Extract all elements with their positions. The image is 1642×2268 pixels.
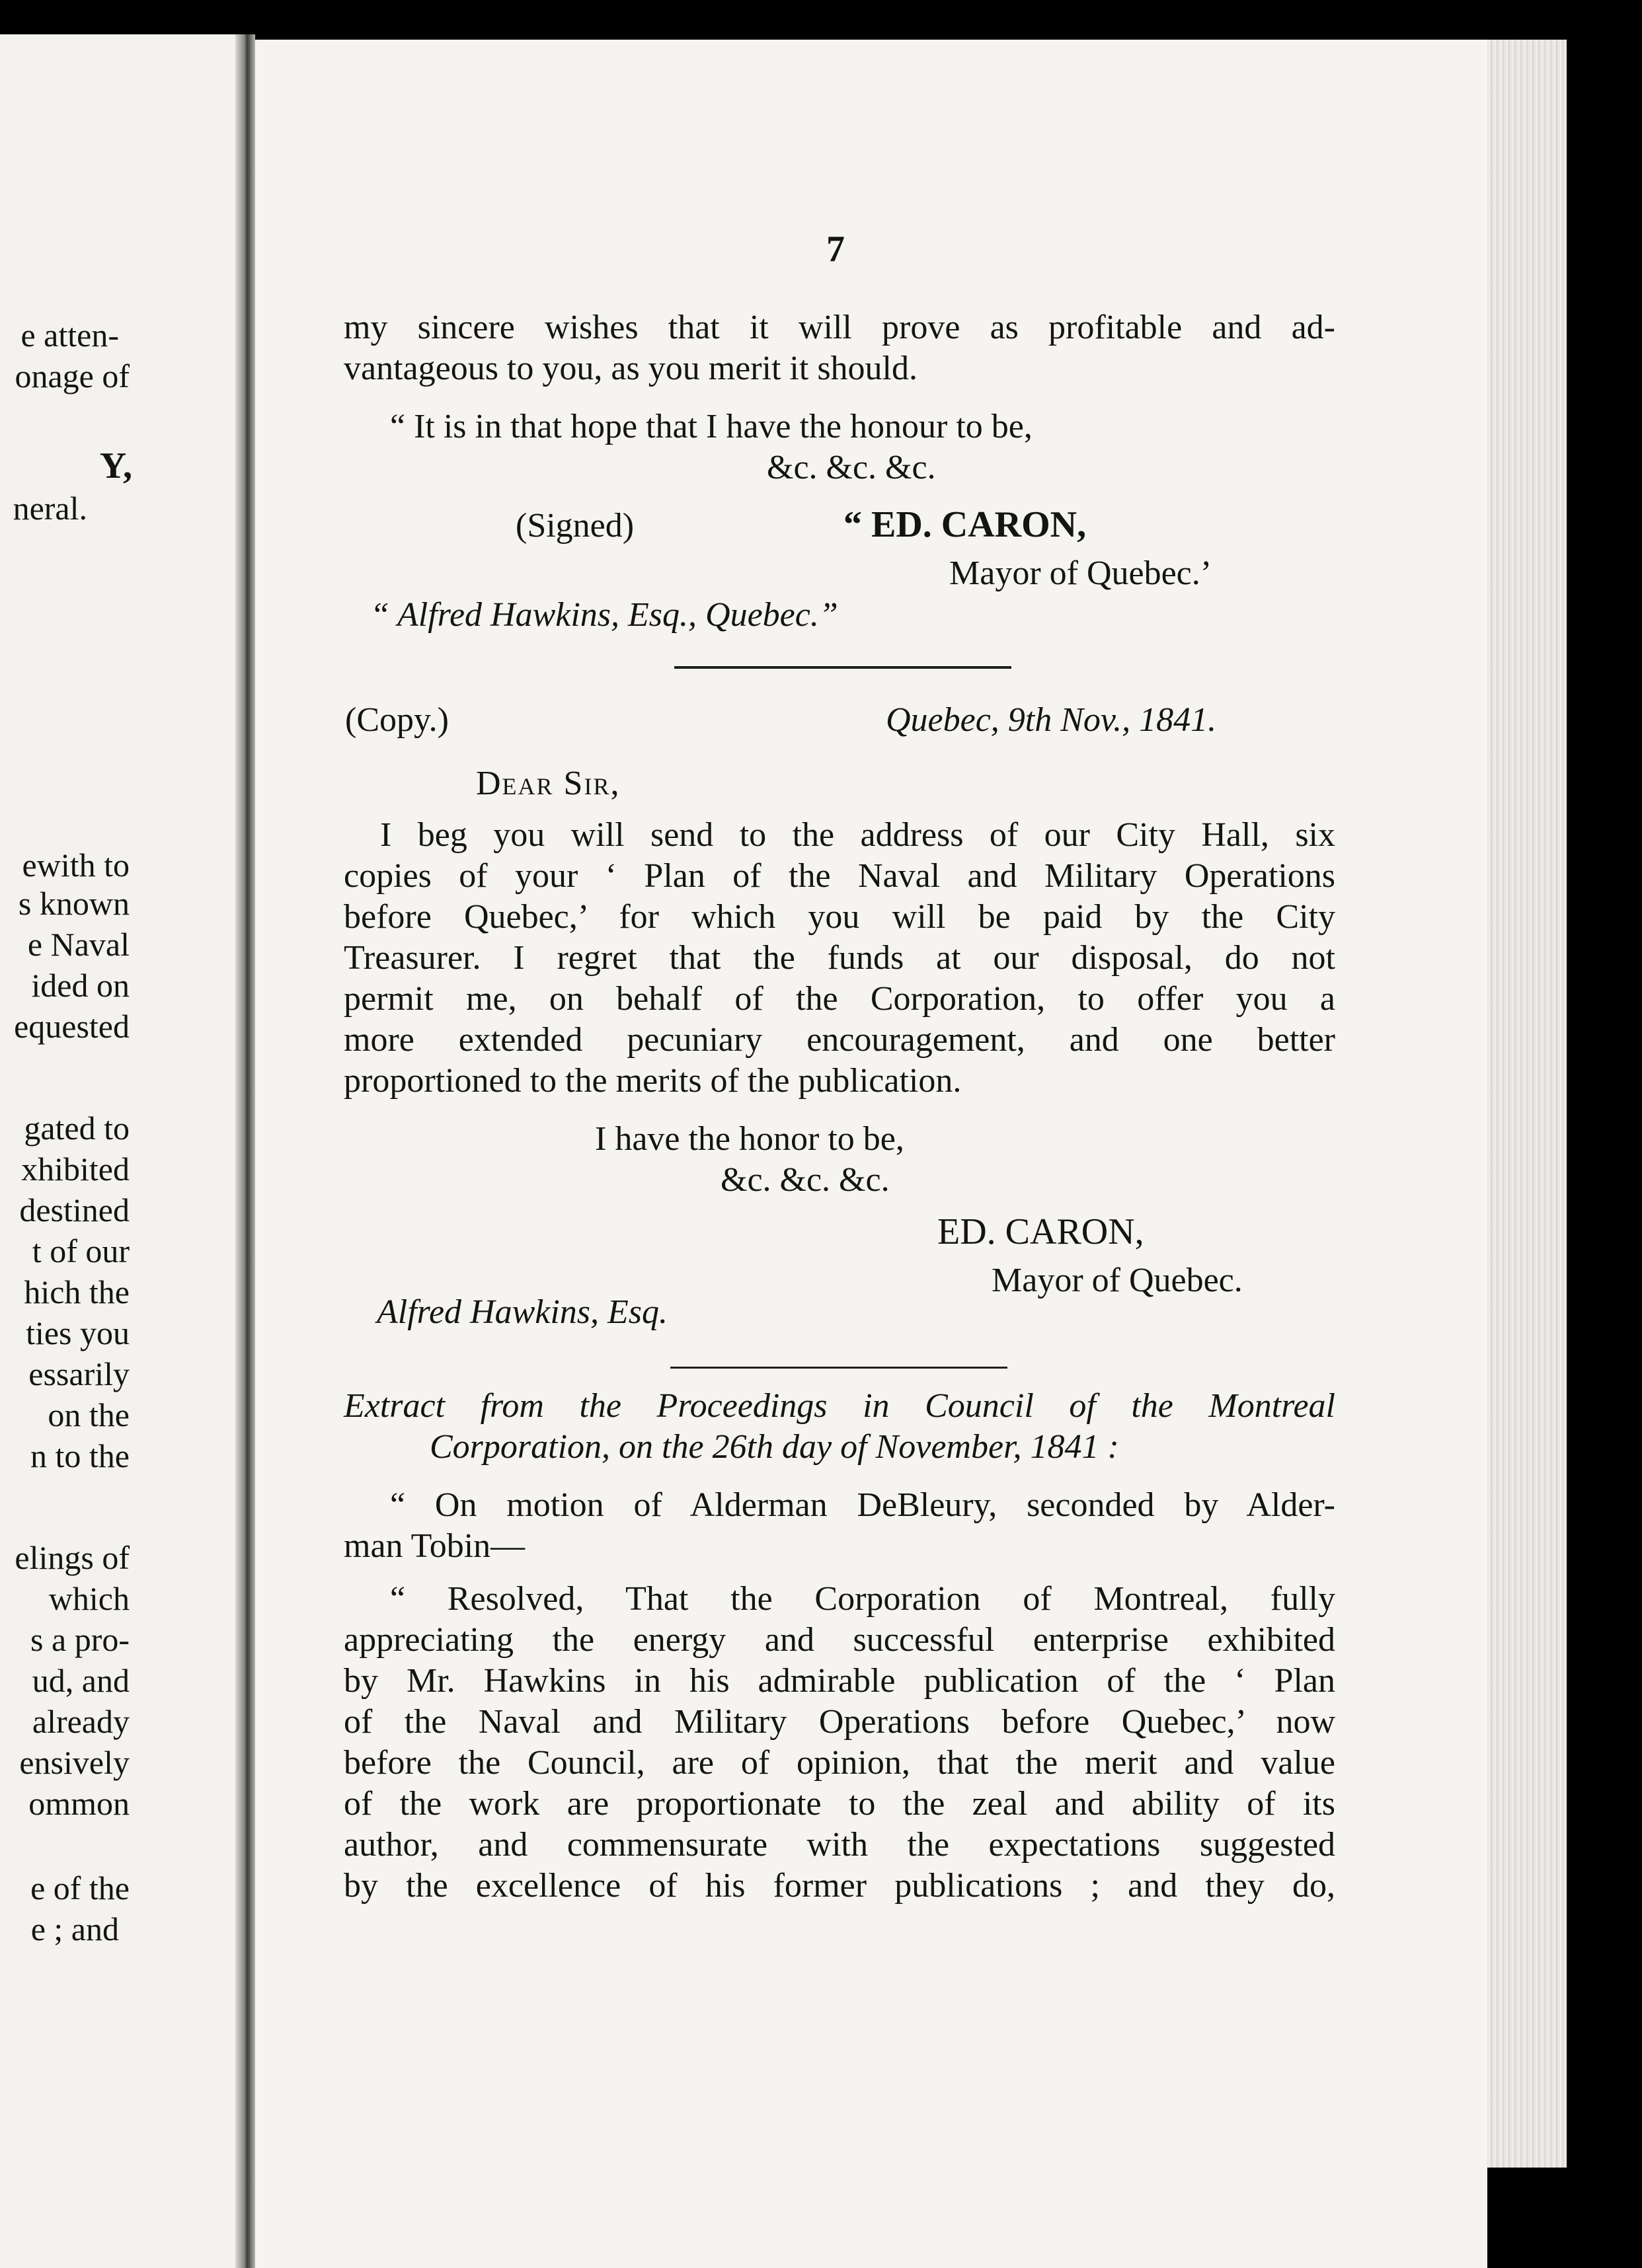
letter2-signer-title: Mayor of Quebec. xyxy=(992,1262,1243,1299)
motion-line: man Tobin— xyxy=(344,1527,526,1565)
page-edge-stack xyxy=(1487,40,1567,2168)
left-fragment: s known xyxy=(18,885,130,922)
section-divider xyxy=(670,1367,1007,1369)
resolution-line: before the Council, are of opinion, that the merit and value xyxy=(344,1744,1335,1782)
resolution-line: appreciating the energy and successful enterprise exhibited xyxy=(344,1621,1335,1659)
letter1-closing: “ It is in that hope that I have the honour to be, xyxy=(390,408,1033,445)
left-fragment: ommon xyxy=(28,1785,130,1822)
left-fragment: e of the xyxy=(30,1870,130,1907)
left-fragment: n to the xyxy=(30,1437,130,1474)
left-fragment: ties you xyxy=(26,1314,130,1351)
letter2-addressee: Alfred Hawkins, Esq. xyxy=(377,1293,668,1331)
left-fragment: ided on xyxy=(31,967,130,1004)
left-fragment: hich the xyxy=(24,1273,130,1310)
left-fragment: e Naval xyxy=(27,926,130,963)
letter1-etc: &c. &c. &c. xyxy=(767,449,936,486)
left-fragment: on the xyxy=(48,1396,130,1433)
letter1-line: vantageous to you, as you merit it should. xyxy=(344,350,918,387)
resolution-line: of the work are proportionate to the zeal and ability of its xyxy=(344,1785,1335,1823)
book-gutter xyxy=(235,34,255,2268)
section-divider xyxy=(674,666,1011,669)
left-fragment: xhibited xyxy=(21,1151,130,1188)
letter1-addressee: “ Alfred Hawkins, Esq., Quebec.” xyxy=(370,596,838,634)
left-facing-page xyxy=(0,34,235,2268)
letter1-signed: (Signed) xyxy=(516,507,635,545)
letter2-signer-name: ED. CARON, xyxy=(937,1211,1144,1252)
resolution-line: by the excellence of his former publications ; and they do, xyxy=(344,1867,1335,1905)
resolution-line: of the Naval and Military Operations before Quebec,’ now xyxy=(344,1703,1335,1741)
letter2-body-line: copies of your ‘ Plan of the Naval and Military Operations xyxy=(344,857,1335,895)
letter2-body-line: permit me, on behalf of the Corporation, to offer you a xyxy=(344,980,1335,1018)
resolution-line: author, and commensurate with the expectations suggested xyxy=(344,1826,1335,1864)
left-fragment: s a pro- xyxy=(30,1621,130,1658)
resolution-line: “ Resolved, That the Corporation of Montreal, fully xyxy=(390,1580,1335,1618)
left-fragment: e ; and xyxy=(30,1910,119,1947)
letter1-line: my sincere wishes that it will prove as profitable and ad- xyxy=(344,309,1335,346)
left-fragment: essarily xyxy=(28,1355,130,1392)
left-fragment: already xyxy=(32,1703,130,1740)
left-fragment: Y, xyxy=(99,445,132,486)
page-number: 7 xyxy=(826,229,845,270)
letter2-etc: &c. &c. &c. xyxy=(721,1161,890,1199)
left-fragment: onage of xyxy=(15,358,130,395)
letter2-body-line: before Quebec,’ for which you will be paid by the City xyxy=(344,898,1335,936)
left-fragment: elings of xyxy=(15,1539,130,1576)
letter2-dateline: Quebec, 9th Nov., 1841. xyxy=(886,701,1217,739)
letter2-body-line: proportioned to the merits of the publication. xyxy=(344,1062,962,1100)
left-fragment: ensively xyxy=(19,1744,130,1781)
letter2-closing: I have the honor to be, xyxy=(595,1120,904,1158)
extract-heading-line: Extract from the Proceedings in Council of the Montreal xyxy=(344,1387,1335,1425)
left-fragment: gated to xyxy=(24,1110,130,1147)
left-fragment: t of our xyxy=(32,1232,130,1269)
letter2-salutation: Dear Sir, xyxy=(476,765,621,802)
left-fragment: ud, and xyxy=(32,1662,130,1699)
letter2-body-line: I beg you will send to the address of our City Hall, six xyxy=(380,816,1335,854)
left-fragment: equested xyxy=(14,1008,130,1045)
letter1-signer-title: Mayor of Quebec.’ xyxy=(949,554,1212,592)
left-fragment: e atten- xyxy=(20,317,119,354)
left-fragment: neral. xyxy=(13,490,87,527)
letter2-body-line: more extended pecuniary encouragement, and one better xyxy=(344,1021,1335,1059)
letter1-signer-name: “ ED. CARON, xyxy=(843,504,1087,545)
resolution-line: by Mr. Hawkins in his admirable publication of the ‘ Plan xyxy=(344,1662,1335,1700)
extract-heading-line: Corporation, on the 26th day of November, 1841 : xyxy=(430,1428,1119,1466)
letter2-copy-label: (Copy.) xyxy=(345,701,449,739)
letter2-body-line: Treasurer. I regret that the funds at our disposal, do not xyxy=(344,939,1335,977)
left-fragment: ewith to xyxy=(22,847,130,884)
left-fragment: which xyxy=(48,1580,130,1617)
motion-line: “ On motion of Alderman DeBleury, seconded by Alder- xyxy=(390,1486,1335,1524)
left-fragment: destined xyxy=(19,1191,130,1228)
